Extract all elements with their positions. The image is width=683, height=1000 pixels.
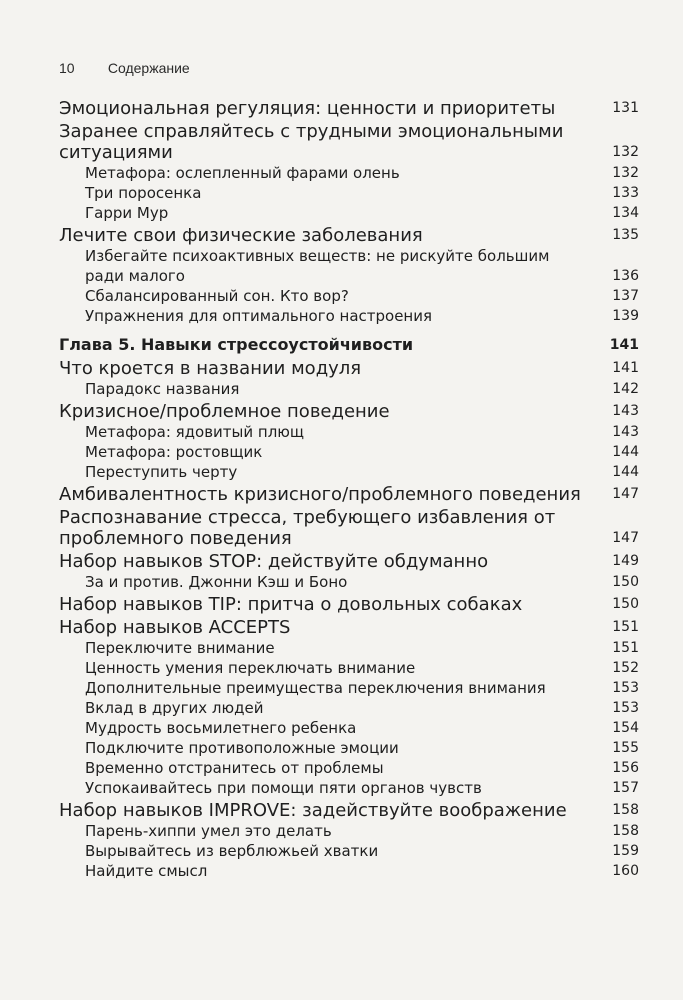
toc-entry-page: 132 — [612, 165, 639, 181]
toc-section-entry — [59, 617, 639, 638]
toc-entry-page: 158 — [612, 802, 639, 818]
toc-section-entry — [59, 594, 639, 615]
toc-entry-title: Успокаивайтесь при помощи пяти органов чувств — [85, 779, 482, 797]
toc-subsection-entry — [59, 678, 639, 698]
toc-section-entry — [59, 401, 639, 422]
toc-subsection-entry — [59, 422, 639, 442]
toc-entry-page: 139 — [612, 308, 639, 324]
toc-section-entry — [59, 800, 639, 821]
toc-entry-title: Набор навыков STOP: действуйте обдуманно — [59, 551, 489, 572]
toc-entry-page: 150 — [612, 596, 639, 612]
toc-entry-title: Эмоциональная регуляция: ценности и приоритеты — [59, 98, 556, 119]
toc-entry-title: Подключите противоположные эмоции — [85, 739, 399, 757]
toc-entry-title: Что кроется в названии модуля — [59, 358, 362, 379]
toc-entry-page: 147 — [612, 486, 639, 502]
toc-entry-page: 144 — [612, 444, 639, 460]
toc-entry-title: Метафора: ростовщик — [85, 443, 263, 461]
toc-entry-title: Метафора: ядовитый плющ — [85, 423, 305, 441]
toc-entry-page: 134 — [612, 205, 639, 221]
page-number: 10 — [59, 60, 75, 76]
toc-subsection-entry — [59, 658, 639, 678]
toc-entry-title: Упражнения для оптимального настроения — [85, 307, 433, 325]
toc-subsection-entry — [59, 698, 639, 718]
toc-entry-page: 141 — [609, 337, 639, 353]
toc-subsection-entry — [59, 286, 639, 306]
toc-subsection-entry — [59, 638, 639, 658]
toc-subsection-entry — [59, 462, 639, 482]
toc-entry-page: 152 — [612, 660, 639, 676]
toc-subsection-entry — [59, 203, 639, 223]
toc-entry-title: Сбалансированный сон. Кто вор? — [85, 287, 349, 305]
toc-subsection-entry — [59, 306, 639, 326]
toc-section-entry — [59, 98, 639, 119]
toc-entry-title: Мудрость восьмилетнего ребенка — [85, 719, 357, 737]
toc-section-entry — [59, 484, 639, 505]
toc-entry-title: Гарри Мур — [85, 204, 169, 222]
toc-entry-title: Переключите внимание — [85, 639, 275, 657]
toc-subsection-entry — [59, 778, 639, 798]
toc-entry-page: 147 — [612, 530, 639, 546]
toc-entry-page: 153 — [612, 700, 639, 716]
toc-entry-page: 141 — [612, 360, 639, 376]
toc-entry-title: Распознавание стресса, требующего избавления от проблемного поведения — [59, 507, 556, 549]
toc-entry-page: 135 — [612, 227, 639, 243]
toc-entry-page: 156 — [612, 760, 639, 776]
toc-entry-title: Кризисное/проблемное поведение — [59, 401, 390, 422]
toc-chapter-entry — [59, 334, 639, 356]
toc-subsection-entry — [59, 379, 639, 399]
toc-entry-page: 151 — [612, 619, 639, 635]
toc-entry-title: Временно отстранитесь от проблемы — [85, 759, 384, 777]
toc-entry-page: 150 — [612, 574, 639, 590]
toc-entry-page: 157 — [612, 780, 639, 796]
toc-entry-page: 151 — [612, 640, 639, 656]
toc-entry-page: 133 — [612, 185, 639, 201]
toc-subsection-entry — [59, 163, 639, 183]
toc-entry-page: 158 — [612, 823, 639, 839]
toc-subsection-entry — [59, 758, 639, 778]
page-header — [59, 60, 643, 80]
toc-entry-title: Найдите смысл — [85, 862, 208, 880]
toc-subsection-entry — [59, 442, 639, 462]
toc-section-entry — [59, 225, 639, 246]
toc-entry-title: Амбивалентность кризисного/проблемного поведения — [59, 484, 581, 505]
toc-entry-page: 142 — [612, 381, 639, 397]
toc-entry-page: 132 — [612, 144, 639, 160]
toc-entry-page: 153 — [612, 680, 639, 696]
toc-entry-title: Дополнительные преимущества переключения внимания — [85, 679, 546, 697]
toc-entry-title: Набор навыков ACCEPTS — [59, 617, 291, 638]
toc-entry-title: Глава 5. Навыки стрессоустойчивости — [59, 335, 414, 354]
toc-subsection-entry — [59, 861, 639, 881]
toc-subsection-entry — [59, 738, 639, 758]
toc-entry-title: Парадокс названия — [85, 380, 240, 398]
toc-subsection-entry — [59, 841, 639, 861]
toc-entry-page: 160 — [612, 863, 639, 879]
running-title: Содержание — [107, 60, 190, 76]
toc-entry-title: Ценность умения переключать внимание — [85, 659, 416, 677]
toc-entry-title: Три поросенка — [85, 184, 202, 202]
toc-subsection-entry — [59, 246, 639, 286]
toc-entry-page: 155 — [612, 740, 639, 756]
toc-entry-title: Вырывайтесь из верблюжьей хватки — [85, 842, 379, 860]
toc-entry-page: 144 — [612, 464, 639, 480]
toc-subsection-entry — [59, 183, 639, 203]
toc-entry-page: 143 — [612, 403, 639, 419]
toc-entry-page: 137 — [612, 288, 639, 304]
toc-entry-title: Избегайте психоактивных веществ: не рискуйте большим ради малого — [85, 247, 550, 285]
toc-subsection-entry — [59, 572, 639, 592]
toc-entry-title: За и против. Джонни Кэш и Боно — [85, 573, 348, 591]
toc-entry-title: Набор навыков IMPROVE: задействуйте воображение — [59, 800, 567, 821]
toc-section-entry — [59, 358, 639, 379]
toc-entry-page: 143 — [612, 424, 639, 440]
toc-section-entry — [59, 507, 639, 549]
toc-entry-page: 136 — [612, 268, 639, 284]
toc-section-entry — [59, 121, 639, 163]
toc-entry-page: 159 — [612, 843, 639, 859]
toc-entry-page: 154 — [612, 720, 639, 736]
toc-subsection-entry — [59, 821, 639, 841]
table-of-contents — [59, 98, 639, 881]
toc-entry-title: Парень-хиппи умел это делать — [85, 822, 332, 840]
toc-entry-title: Метафора: ослепленный фарами олень — [85, 164, 400, 182]
toc-entry-title: Набор навыков TIP: притча о довольных собаках — [59, 594, 523, 615]
toc-entry-title: Вклад в других людей — [85, 699, 264, 717]
toc-entry-title: Лечите свои физические заболевания — [59, 225, 423, 246]
toc-subsection-entry — [59, 718, 639, 738]
toc-entry-title: Заранее справляйтесь с трудными эмоциональными ситуациями — [59, 121, 564, 163]
toc-entry-title: Переступить черту — [85, 463, 238, 481]
toc-section-entry — [59, 551, 639, 572]
toc-entry-page: 149 — [612, 553, 639, 569]
toc-entry-page: 131 — [612, 100, 639, 116]
